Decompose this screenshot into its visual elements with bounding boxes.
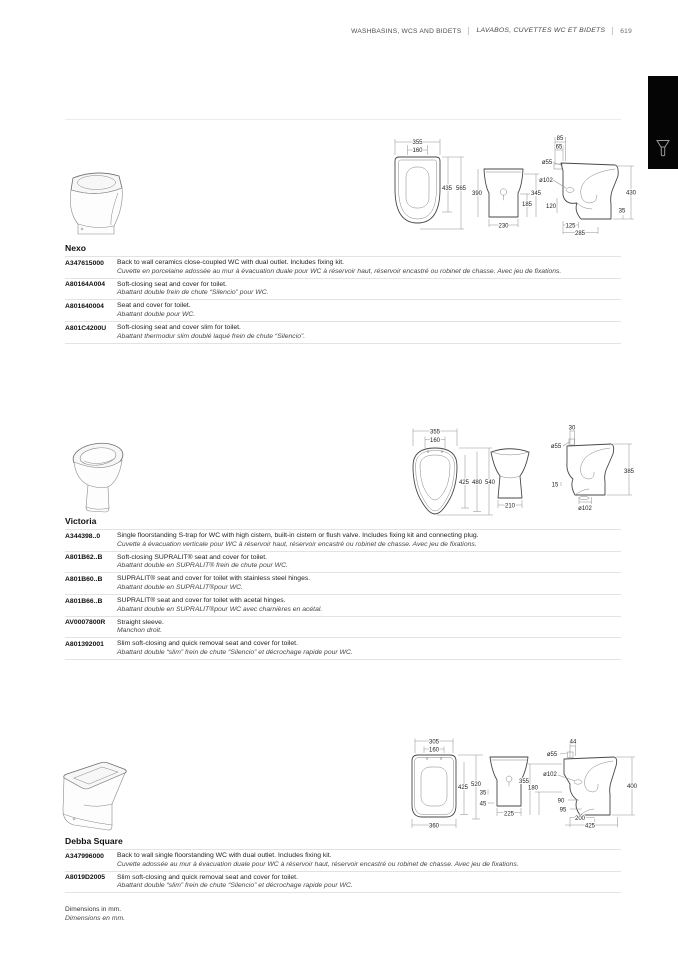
product-desc-en: Soft-closing seat and cover slim for toilet. xyxy=(117,324,241,332)
product-code: A80164A004 xyxy=(65,281,106,289)
dim-label: 435 xyxy=(441,186,453,192)
dimensions-note-en: Dimensions in mm. xyxy=(65,906,122,913)
product-desc-en: Soft-closing seat and cover for toilet. xyxy=(117,280,227,288)
dim-label: 355 xyxy=(518,779,530,785)
table-row xyxy=(65,572,621,594)
tap-icon xyxy=(655,139,671,159)
dimensions-note xyxy=(65,906,125,923)
product-desc-fr: Manchon droit. xyxy=(117,627,162,635)
product-desc-fr: Cuvette en porcelaine adossée au mur à évacuation duale pour WC à réservoir haut, réservoir encastré ou robinet de chasse. Avec jeu de fixations. xyxy=(117,267,562,275)
dim-label: 125 xyxy=(565,223,576,230)
product-desc-en: Straight sleeve. xyxy=(117,618,164,626)
product-code: A801C4200U xyxy=(65,324,107,332)
section-title: Nexo xyxy=(65,243,87,253)
table-row xyxy=(65,637,621,660)
dim-label: ø102 xyxy=(539,178,553,184)
product-code: A801B62..B xyxy=(65,554,103,562)
table-row xyxy=(65,321,621,344)
debba-product-image xyxy=(52,748,138,844)
table-row xyxy=(65,256,621,278)
table-row xyxy=(65,594,621,616)
debba-technical-drawing xyxy=(402,732,647,834)
product-desc-fr: Abattant double en SUPRALIT®pour WC avec charnières en acétal. xyxy=(117,605,323,613)
dim-label: ø102 xyxy=(543,772,557,778)
dim-label: 44 xyxy=(569,739,577,746)
dim-label: 225 xyxy=(503,811,515,818)
product-code: A801640004 xyxy=(65,302,104,310)
section-debba-square xyxy=(65,836,621,893)
page-number: 619 xyxy=(620,27,632,35)
table-row xyxy=(65,278,621,300)
dim-label: 285 xyxy=(574,230,586,237)
table-row xyxy=(65,529,621,551)
victoria-technical-drawing xyxy=(403,424,643,516)
dimensions-note-fr: Dimensions en mm. xyxy=(65,914,126,922)
dim-label: 160 xyxy=(428,747,440,754)
product-desc-en: Slim soft-closing and quick removal seat and cover for toilet. xyxy=(117,873,298,881)
dim-label: 90 xyxy=(557,798,565,805)
dim-label: 390 xyxy=(471,191,483,197)
product-desc-fr: Cuvette adossée au mur à évacuation duale pour WC à réservoir haut, réservoir encastré ou robinet de chasse. Avec jeu de fixations. xyxy=(117,860,519,868)
category-tab-taps[interactable] xyxy=(648,76,678,169)
product-desc-en: Slim soft-closing and quick removal seat and cover for toilet. xyxy=(117,640,298,648)
product-code: A344398..0 xyxy=(65,532,101,540)
dim-label: 480 xyxy=(471,480,483,486)
product-desc-en: Back to wall ceramics close-coupled WC with dual outlet. Includes fixing kit. xyxy=(117,259,345,266)
top-rule xyxy=(65,119,621,120)
product-desc-fr: Abattant thermodur slim doublé laqué frein de chute “Silencio”. xyxy=(117,332,306,340)
product-desc-fr: Abattant double frein de chute “Silencio” pour WC. xyxy=(117,289,269,297)
dim-label: 540 xyxy=(484,480,496,486)
nexo-technical-drawing xyxy=(385,131,645,238)
dim-label: 355 xyxy=(429,429,441,436)
dim-label: 430 xyxy=(625,190,637,197)
dim-label: 30 xyxy=(568,425,576,432)
dim-label: 230 xyxy=(498,223,509,230)
product-desc-en: SUPRALIT® seat and cover for toilet with acetal hinges. xyxy=(117,597,286,605)
dim-label: 120 xyxy=(545,204,557,210)
dim-label: 200 xyxy=(574,816,586,822)
dim-label: 160 xyxy=(412,148,423,155)
section-title: Victoria xyxy=(65,516,97,526)
dim-label: 65 xyxy=(555,144,563,151)
product-code: A347615000 xyxy=(65,259,104,267)
product-code: A801B66..B xyxy=(65,597,103,605)
product-code: A8019D2005 xyxy=(65,874,106,882)
dim-label: ø55 xyxy=(550,444,562,450)
dim-label: 385 xyxy=(623,469,635,475)
product-desc-fr: Cuvette à évacuation verticale pour WC à réservoir haut, réservoir encastré ou robinet de chasse. Avec jeu de fixations. xyxy=(117,540,477,548)
table-row xyxy=(65,849,621,871)
product-desc-en: Single floorstanding S-trap for WC with high cistern, built-in cistern or flush valve. Includes fixing kit and connecting plug. xyxy=(117,532,479,539)
dim-label: 305 xyxy=(428,739,440,746)
dim-label: 520 xyxy=(470,782,482,788)
dim-label: 400 xyxy=(626,784,638,790)
product-desc-fr: Abattant double en SUPRALIT® frein de chute pour WC. xyxy=(117,562,288,570)
product-code: A347996000 xyxy=(65,852,104,860)
header-divider xyxy=(468,27,469,35)
section-title: Debba Square xyxy=(65,836,123,846)
section-victoria xyxy=(65,516,621,660)
dim-label: 425 xyxy=(458,480,470,486)
product-desc-en: Back to wall single floorstanding WC with dual outlet. Includes fixing kit. xyxy=(117,852,332,859)
dim-label: 565 xyxy=(455,186,467,192)
product-code: AV0007800R xyxy=(65,619,106,627)
header-divider xyxy=(612,27,613,35)
dim-label: 185 xyxy=(521,202,533,208)
victoria-product-image xyxy=(58,434,134,516)
dim-label: 35 xyxy=(479,790,487,797)
dim-label: ø102 xyxy=(578,506,592,512)
dim-label: 180 xyxy=(527,785,539,792)
dim-label: 360 xyxy=(428,823,440,830)
dim-label: 35 xyxy=(618,208,626,215)
dim-label: 95 xyxy=(559,807,567,814)
header-section-en: WASHBASINS, WCS AND BIDETS xyxy=(351,27,462,35)
dim-label: 425 xyxy=(457,785,469,791)
dim-label: 425 xyxy=(584,823,596,830)
product-desc-en: Soft-closing SUPRALIT® seat and cover for toilet. xyxy=(117,553,268,561)
section-nexo xyxy=(65,243,621,344)
dim-label: 15 xyxy=(551,482,559,489)
dim-label: ø55 xyxy=(541,160,553,166)
table-row xyxy=(65,551,621,573)
dim-label: 355 xyxy=(412,140,423,147)
dim-label: 160 xyxy=(429,437,441,444)
table-row xyxy=(65,871,621,894)
product-code: A801392001 xyxy=(65,640,104,648)
dim-label: 45 xyxy=(479,801,487,808)
product-desc-fr: Abattant double “slim” frein de chute “Silencio” et décrochage rapide pour WC. xyxy=(117,882,353,890)
product-desc-en: Seat and cover for toilet. xyxy=(117,302,191,310)
dim-label: 345 xyxy=(530,191,542,197)
dim-label: 210 xyxy=(504,503,516,510)
nexo-product-image xyxy=(58,160,134,242)
table-row xyxy=(65,616,621,638)
page-header xyxy=(351,27,632,36)
dim-label: ø55 xyxy=(546,752,558,758)
product-code: A801B60..B xyxy=(65,575,103,583)
product-desc-fr: Abattant double pour WC. xyxy=(117,310,196,318)
product-desc-fr: Abattant double “slim” frein de chute “Silencio” et décrochage rapide pour WC. xyxy=(117,649,353,657)
product-desc-en: SUPRALIT® seat and cover for toilet with stainless steel hinges. xyxy=(117,575,311,583)
dim-label: 85 xyxy=(556,136,564,142)
product-desc-fr: Abattant double en SUPRALIT®pour WC. xyxy=(117,583,243,591)
table-row xyxy=(65,299,621,321)
header-section-fr: LAVABOS, CUVETTES WC ET BIDETS xyxy=(476,27,606,34)
